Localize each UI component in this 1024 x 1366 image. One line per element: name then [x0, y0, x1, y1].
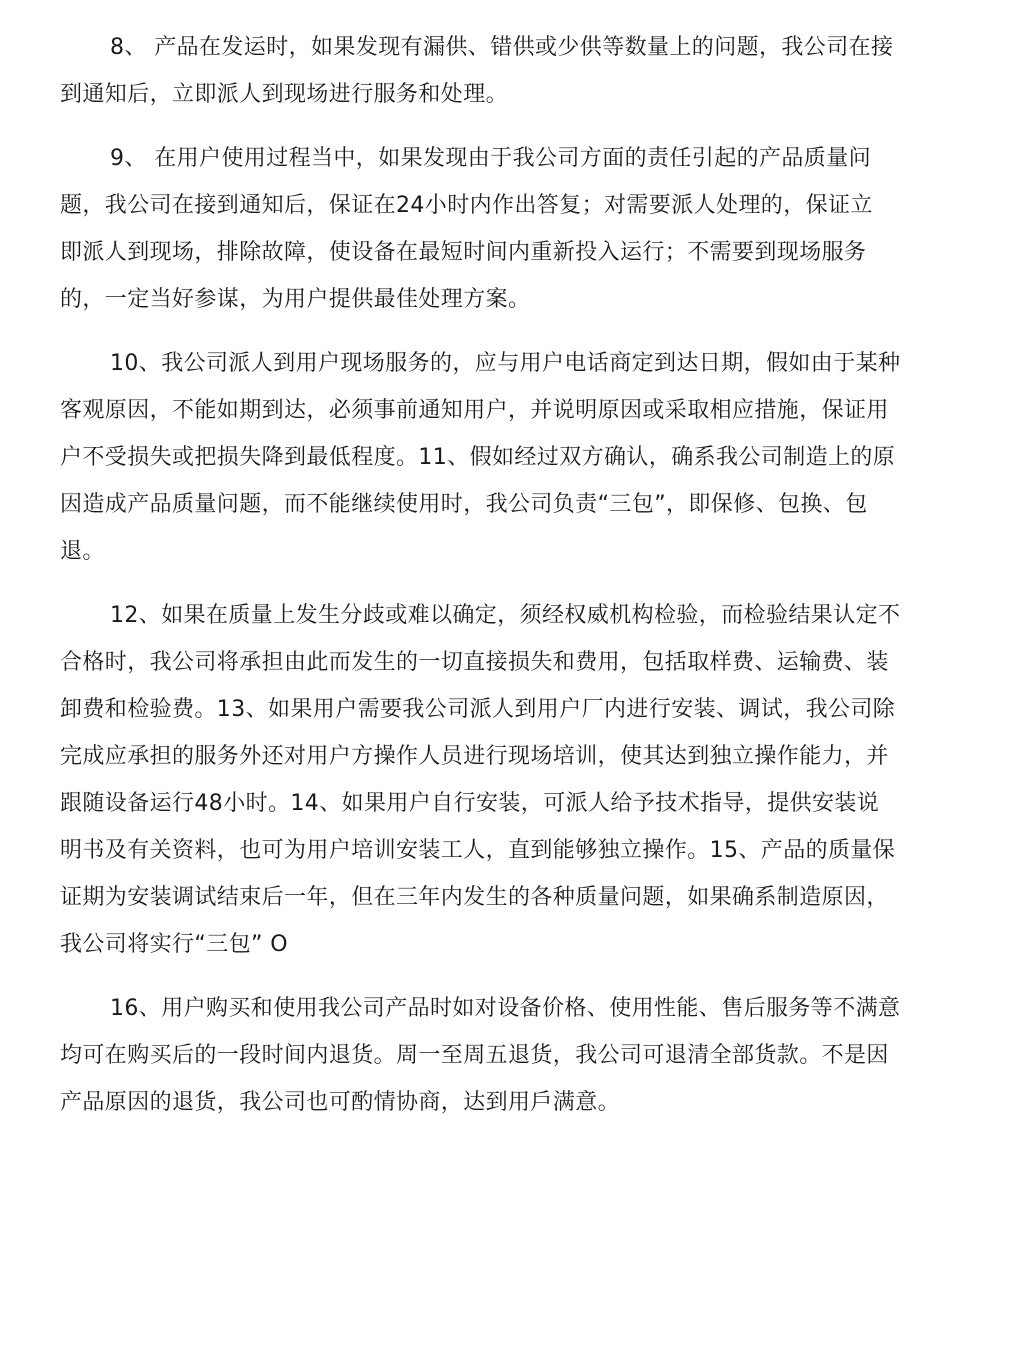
- paragraph-9-line-3: 即派人到现场，排除故障，使设备在最短时间内重新投入运行；不需要到现场服务: [60, 240, 867, 265]
- paragraph-9-line-2: 题，我公司在接到通知后，保证在24小时内作出答复；对需要派人处理的，保证立: [60, 193, 873, 218]
- paragraph-12-line-8: 我公司将实行“三包” O: [60, 932, 288, 957]
- paragraph-12-line-7: 证期为安装调试结束后一年，但在三年内发生的各种质量问题，如果确系制造原因，: [60, 885, 889, 910]
- paragraph-12-line-1: 12、如果在质量上发生分歧或难以确定，须经权威机构检验，而检验结果认定不: [110, 603, 901, 628]
- paragraph-16-line-1: 16、用户购买和使用我公司产品时如对设备价格、使用性能、售后服务等不满意: [110, 996, 901, 1021]
- paragraph-10-line-1: 10、我公司派人到用户现场服务的，应与用户电话商定到达日期，假如由于某种: [110, 351, 901, 376]
- paragraph-12-line-2: 合格时，我公司将承担由此而发生的一切直接损失和费用，包括取样费、运输费、装: [60, 650, 889, 675]
- paragraph-12-line-5: 跟随设备运行48小时。14、如果用户自行安装，可派人给予技术指导，提供安装说: [60, 791, 880, 816]
- paragraph-9-line-4: 的，一定当好参谋，为用户提供最佳处理方案。: [60, 287, 531, 312]
- paragraph-16-line-3: 产品原因的退货，我公司也可酌情协商，达到用戶满意。: [60, 1090, 621, 1115]
- paragraph-10-line-2: 客观原因，不能如期到达，必须事前通知用户，并说明原因或采取相应措施，保证用: [60, 398, 889, 423]
- paragraph-10-line-3: 户不受损失或把损失降到最低程度。11、假如经过双方确认，确系我公司制造上的原: [60, 445, 896, 470]
- paragraph-8-line-1: 8、 产品在发运时，如果发现有漏供、错供或少供等数量上的问题，我公司在接: [110, 35, 894, 60]
- paragraph-16-line-2: 均可在购买后的一段时间内退货。周一至周五退货，我公司可退清全部货款。不是因: [60, 1043, 889, 1068]
- paragraph-9-line-1: 9、 在用户使用过程当中，如果发现由于我公司方面的责任引起的产品质量问: [110, 146, 871, 171]
- paragraph-12-line-3: 卸费和检验费。13、如果用户需要我公司派人到用户厂内进行安装、调试，我公司除: [60, 697, 896, 722]
- paragraph-10-line-4: 因造成产品质量问题，而不能继续使用时，我公司负责“三包”，即保修、包换、包: [60, 492, 868, 517]
- paragraph-12-line-6: 明书及有关资料，也可为用户培训安装工人，直到能够独立操作。15、产品的质量保: [60, 838, 896, 863]
- paragraph-8-line-2: 到通知后，立即派人到现场进行服务和处理。: [60, 82, 509, 107]
- paragraph-10-line-5: 退。: [60, 539, 105, 564]
- paragraph-12-line-4: 完成应承担的服务外还对用户方操作人员进行现场培训，使其达到独立操作能力，并: [60, 744, 889, 769]
